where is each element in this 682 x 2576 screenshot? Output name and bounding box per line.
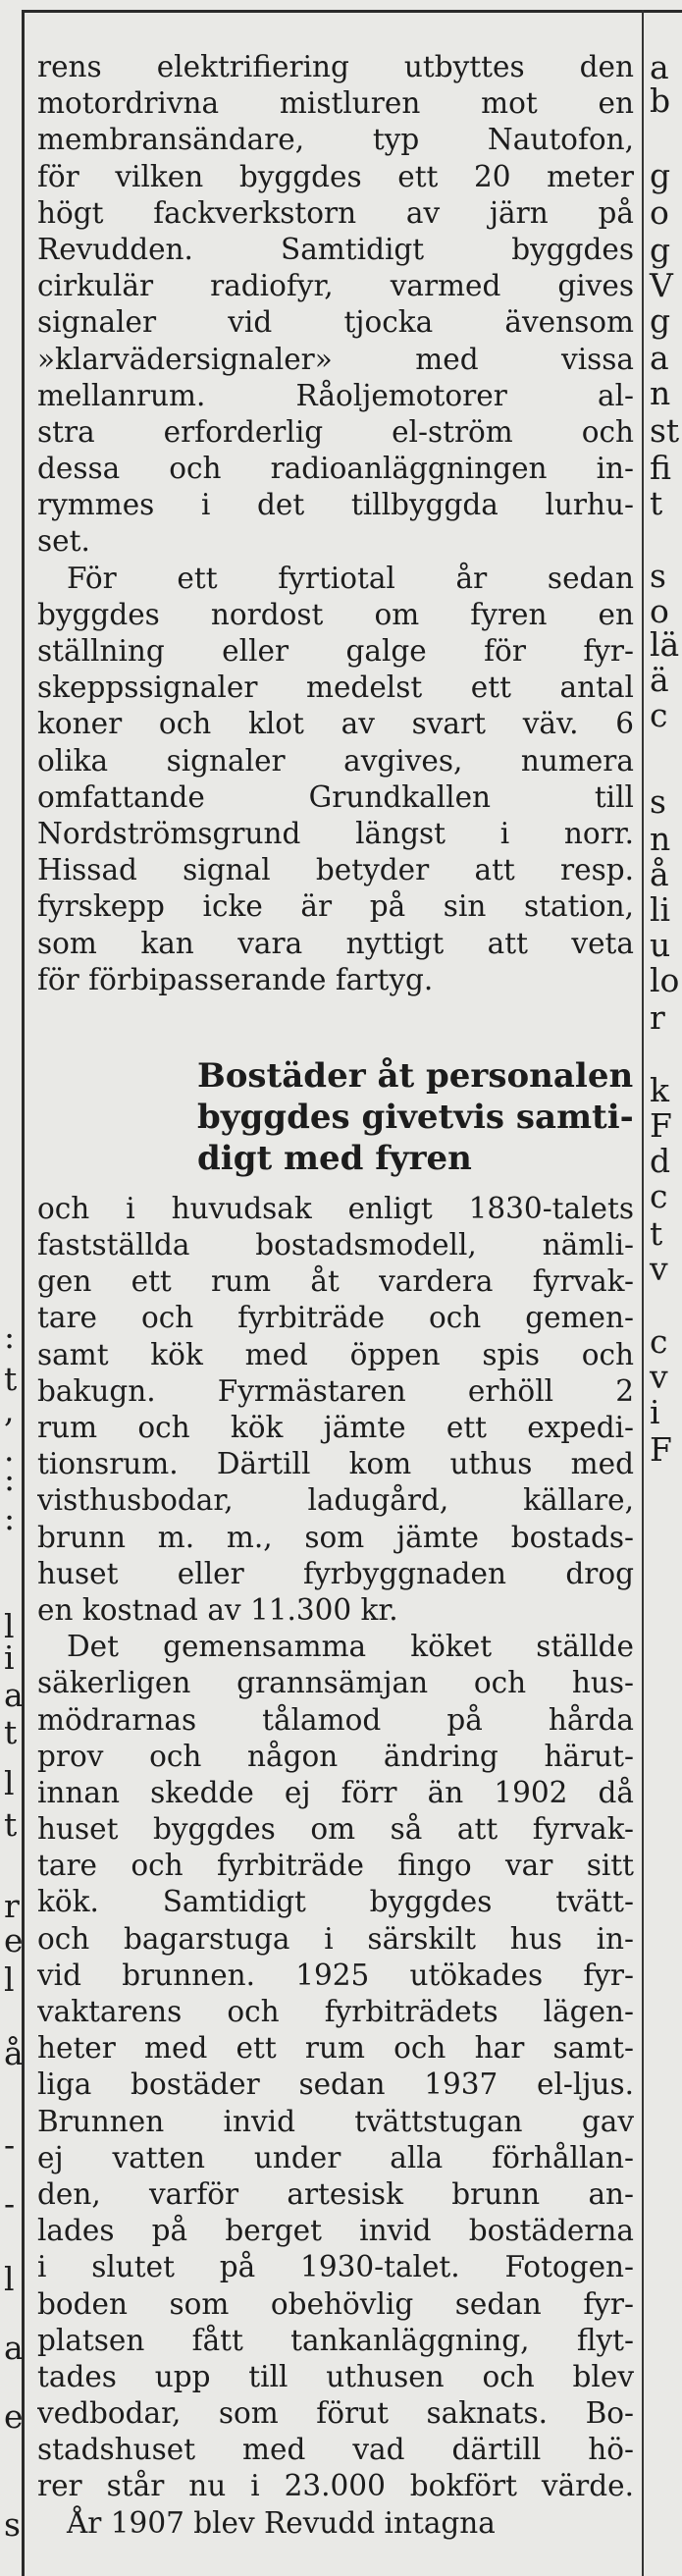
left-fragment: l: [4, 1764, 15, 1802]
text-line: skeppssignaler medelst ett antal: [37, 671, 634, 705]
right-fragment: c: [650, 1177, 668, 1215]
text-line: prov och någon ändring härut-: [37, 1739, 634, 1773]
top-rule: [24, 10, 682, 13]
text-line: den, varför artesisk brunn an-: [37, 2176, 634, 2211]
left-fragment: l: [4, 2260, 15, 2298]
text-line: cirkulär radiofyr, varmed gives: [37, 269, 634, 303]
paragraph-electrification: [37, 49, 634, 561]
right-fragment: b: [650, 81, 671, 120]
right-fragment: v: [650, 1358, 668, 1396]
text-line: huset byggdes om så att fyrvak-: [37, 1812, 634, 1847]
text-line: »klarvädersignaler» med vissa: [37, 342, 634, 376]
left-fragment: t: [4, 1713, 18, 1751]
text-line: fyrskepp icke är på sin station,: [37, 889, 634, 924]
text-line: heter med ett rum och har samt-: [37, 2031, 634, 2066]
text-line: innan skedde ej förr än 1902 då: [37, 1775, 634, 1809]
text-line: vaktarens och fyrbiträdets lägen-: [37, 1995, 634, 2028]
left-fragment: e: [4, 2397, 24, 2436]
text-line: rens elektrifiering utbyttes den: [37, 50, 634, 83]
text-line: huset eller fyrbyggnaden drog: [37, 1556, 634, 1590]
text-line: i slutet på 1930-talet. Fotogen-: [37, 2250, 634, 2284]
left-fragment: -: [4, 2125, 16, 2164]
left-fragment: :: [4, 1317, 16, 1356]
text-line: tionsrum. Därtill kom uthus med: [37, 1447, 634, 1481]
text-line: set.: [37, 524, 90, 559]
text-line: koner och klot av svart väv. 6: [37, 707, 634, 741]
left-fragment: r: [4, 1887, 20, 1925]
left-fragment: t: [4, 1805, 18, 1844]
right-fragment: u: [650, 926, 671, 964]
text-line: olika signaler avgives, numera: [37, 743, 634, 778]
text-line: dessa och radioanläggningen in-: [37, 452, 634, 486]
text-line: bakugn. Fyrmästaren erhöll 2: [37, 1373, 634, 1408]
text-line: Revudden. Samtidigt byggdes: [37, 232, 634, 266]
right-fragment: k: [650, 1071, 669, 1109]
text-line: Nordströmsgrund längst i norr.: [37, 816, 634, 850]
text-line: tare och fyrbiträde och gemen-: [37, 1301, 634, 1335]
text-line: stadshuset med vad därtill hö-: [37, 2433, 634, 2467]
text-line: rymmes i det tillbyggda lurhu-: [37, 488, 634, 522]
text-line: stra erforderlig el-ström och: [37, 414, 634, 449]
text-line: tades upp till uthusen och blev: [37, 2359, 634, 2393]
left-fragment: s: [4, 2505, 21, 2544]
right-fragment: n: [650, 820, 671, 858]
text-line: liga bostäder sedan 1937 el-ljus.: [37, 2067, 634, 2102]
left-fragment: a: [4, 1676, 24, 1714]
text-line: gen ett rum åt vardera fyrvak-: [37, 1264, 634, 1299]
right-column-edge: [650, 0, 682, 2576]
right-fragment: st: [650, 411, 680, 450]
right-fragment: s: [650, 557, 666, 595]
left-fragment: l: [4, 1607, 15, 1645]
right-fragment: g: [650, 301, 671, 340]
right-fragment: li: [650, 890, 671, 929]
text-line: Brunnen invid tvättstugan gav: [37, 2104, 634, 2138]
right-fragment: c: [650, 1322, 668, 1361]
text-line: för förbipasserande fartyg.: [37, 962, 434, 996]
text-line: visthusbodar, ladugård, källare,: [37, 1483, 634, 1518]
left-fragment: .: [4, 1430, 15, 1469]
text-line: membransändare, typ Nautofon,: [37, 123, 634, 157]
text-line: mödrarnas tålamod på hårda: [37, 1702, 634, 1737]
text-line: kök. Samtidigt byggdes tvätt-: [37, 1885, 634, 1919]
text-line: rum och kök jämte ett expedi-: [37, 1411, 634, 1444]
text-line: ej vatten under alla förhållan-: [37, 2140, 634, 2174]
text-line: motordrivna mistluren mot en: [37, 86, 634, 121]
left-fragment: :: [4, 1499, 16, 1537]
right-fragment: g: [650, 156, 671, 194]
text-line: Hissad signal betyder att resp.: [37, 853, 634, 887]
left-fragment: a: [4, 2329, 24, 2367]
right-fragment: F: [650, 1106, 672, 1145]
right-fragment: V: [650, 266, 673, 304]
left-fragment: t: [4, 1360, 18, 1398]
text-line: byggdes nordost om fyren en: [37, 597, 634, 631]
text-line: brunn m. m., som jämte bostads-: [37, 1520, 634, 1554]
right-fragment: n: [650, 374, 671, 412]
right-fragment: t: [650, 1214, 663, 1253]
text-line: högt fackverkstorn av järn på: [37, 195, 634, 230]
paragraph-housing: [37, 1191, 634, 1629]
text-line: mellanrum. Råoljemotorer al-: [37, 378, 634, 412]
right-fragment: o: [650, 592, 669, 630]
text-line: och i huvudsak enligt 1830-talets: [37, 1191, 634, 1225]
text-line: och bagarstuga i särskilt hus in-: [37, 1921, 634, 1956]
right-fragment: ä: [650, 661, 669, 699]
left-fragment: ,: [4, 1391, 15, 1429]
text-line: lades på berget invid bostäderna: [37, 2214, 634, 2248]
text-line: för vilken byggdes ett 20 meter: [37, 159, 634, 193]
right-fragment: a: [650, 48, 669, 86]
text-line: Det gemensamma köket ställde: [67, 1630, 634, 1664]
right-fragment: r: [650, 998, 665, 1037]
text-line: tare och fyrbiträde fingo var sitt: [37, 1849, 634, 1883]
text-line: samt kök med öppen spis och: [37, 1337, 634, 1371]
right-fragment: fi: [650, 449, 672, 487]
right-fragment: i: [650, 1393, 660, 1431]
text-line: omfattande Grundkallen till: [37, 779, 634, 814]
article-column: [37, 49, 634, 2542]
right-fragment: d: [650, 1142, 671, 1180]
paragraph-cutoff: [37, 2505, 634, 2542]
right-fragment: v: [650, 1250, 668, 1288]
right-fragment: lä: [650, 625, 680, 664]
left-column-edge: [0, 0, 24, 2576]
paragraph-shared-kitchen: [37, 1629, 634, 2505]
right-fragment: s: [650, 782, 666, 821]
right-fragment: a: [650, 339, 669, 377]
text-line: som kan vara nyttigt att veta: [37, 926, 634, 960]
section-heading: [37, 1055, 634, 1179]
heading-line: Bostäder åt personalen: [197, 1055, 634, 1096]
text-line: För ett fyrtiotal år sedan: [67, 561, 634, 595]
text-line: platsen fått tankanläggning, flyt-: [37, 2323, 634, 2357]
right-fragment: c: [650, 696, 668, 734]
right-fragment: o: [650, 193, 669, 232]
left-fragment: å: [4, 2034, 24, 2072]
left-fragment: e: [4, 1921, 24, 1959]
heading-line: byggdes givetvis samti-: [197, 1097, 634, 1137]
text-line: fastställda bostadsmodell, nämli-: [37, 1228, 634, 1262]
right-fragment: å: [650, 855, 669, 893]
text-line: År 1907 blev Revudd intagna: [67, 2505, 496, 2540]
right-fragment: g: [650, 231, 671, 269]
text-line: vedbodar, som förut saknats. Bo-: [37, 2396, 634, 2431]
text-line: signaler vid tjocka ävensom: [37, 305, 634, 340]
left-fragment: l: [4, 1960, 15, 1999]
text-line: vid brunnen. 1925 utökades fyr-: [37, 1958, 634, 1992]
text-line: rer står nu i 23.000 bokfört värde.: [37, 2469, 634, 2503]
left-fragment: -: [4, 2184, 16, 2223]
left-column-rule: [22, 10, 25, 2576]
right-column-rule: [642, 10, 644, 2576]
left-fragment: i: [4, 1638, 15, 1677]
text-line: boden som obehövlig sedan fyr-: [37, 2286, 634, 2321]
text-line: ställning eller galge för fyr-: [37, 634, 634, 668]
right-fragment: F: [650, 1430, 672, 1469]
heading-line: digt med fyren: [197, 1138, 472, 1178]
left-fragment: :: [4, 1460, 16, 1498]
paragraph-signal-mast: [37, 561, 634, 998]
text-line: en kostnad av 11.300 kr.: [37, 1592, 398, 1627]
right-fragment: t: [650, 484, 663, 522]
right-fragment: lo: [650, 961, 680, 999]
text-line: säkerligen grannsämjan och hus-: [37, 1666, 634, 1700]
